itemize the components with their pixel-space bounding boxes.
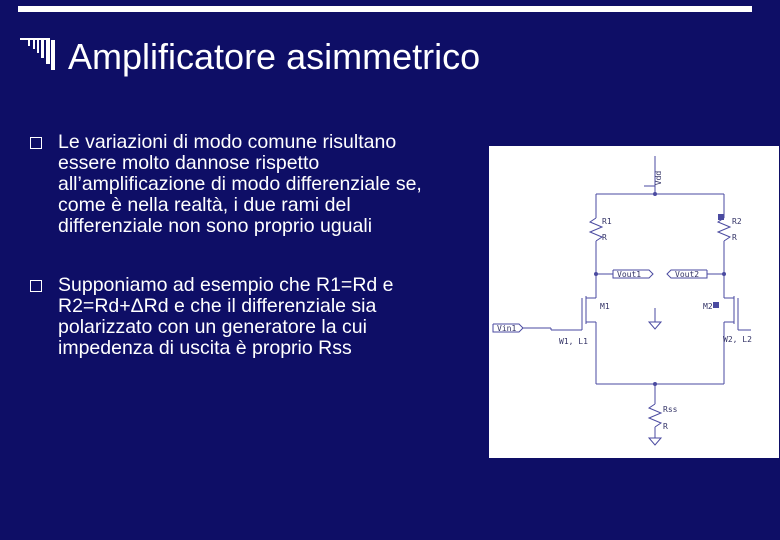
m1-name-label: M1 — [600, 302, 610, 311]
vout1-label: Vout1 — [617, 270, 642, 279]
bullet-square-icon — [30, 280, 42, 292]
rss-value-label: R — [663, 422, 668, 431]
r2-name-label: R2 — [732, 217, 742, 226]
bullet-item — [30, 132, 440, 237]
page-title: Amplificatore asimmetrico — [68, 36, 481, 77]
bullet-square-icon — [30, 137, 42, 149]
bullet-text: Supponiamo ad esempio che R1=Rd e R2=Rd+ΔRd e che il differenziale sia polarizzato con un generatore la cui impedenza di uscita è proprio Rss — [58, 274, 394, 359]
bullet-item — [30, 275, 440, 359]
m2-name-label: M2 — [703, 302, 713, 311]
circuit-schematic — [489, 146, 779, 458]
top-rule — [18, 6, 752, 12]
title-bars-icon — [20, 38, 56, 72]
bullet-text: Le variazioni di modo comune risultano essere molto dannose rispetto all’amplificazione di modo differenziale se, come è nella realtà, i due rami del differenziale non sono proprio uguali — [58, 131, 422, 237]
vdd-label: Vdd — [654, 170, 663, 186]
r2-value-label: R — [732, 233, 737, 242]
vin-label: Vin1 — [497, 324, 517, 333]
vout2-label: Vout2 — [675, 270, 700, 279]
m2-size-label: W2, L2 — [723, 335, 752, 344]
r1-value-label: R — [602, 233, 607, 242]
r1-name-label: R1 — [602, 217, 612, 226]
m1-size-label: W1, L1 — [559, 337, 588, 346]
bullet-list — [30, 132, 440, 397]
rss-name-label: Rss — [663, 405, 678, 414]
